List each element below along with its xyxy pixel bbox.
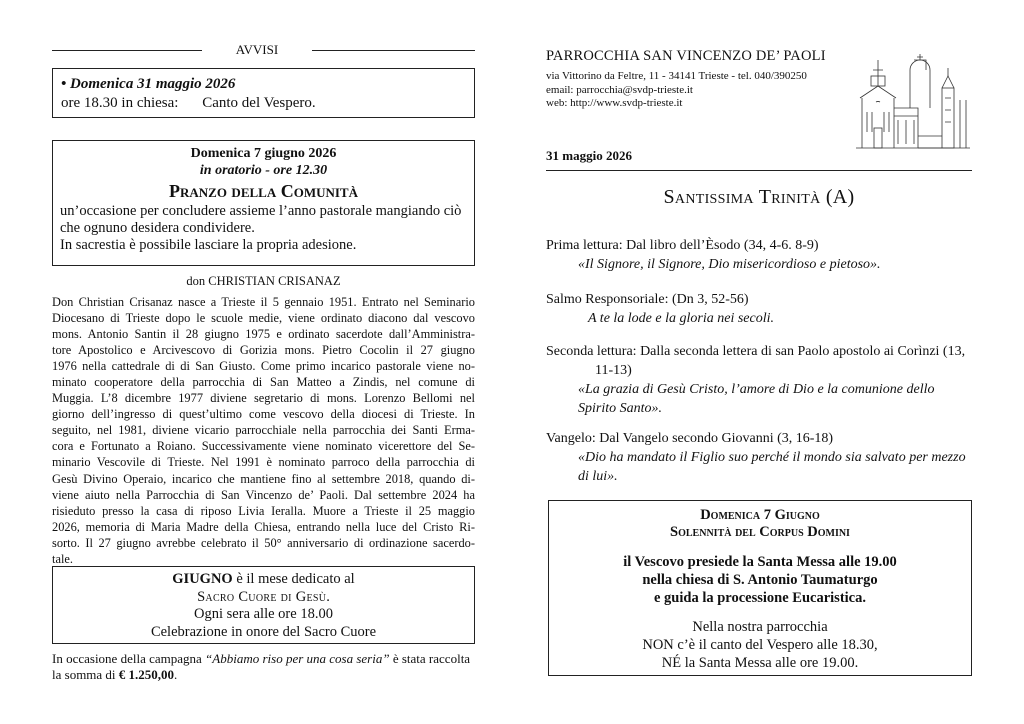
reading-first (546, 236, 976, 274)
reading-second-label2: 11-13) (595, 363, 632, 378)
campaign-amount: € 1.250,00 (118, 667, 175, 682)
parish-web: web: http://www.svdp-trieste.it (546, 97, 683, 109)
campaign-footer (52, 651, 482, 683)
campaign-line2-pre: la somma di (52, 667, 119, 682)
avvisi-rule-right (312, 50, 475, 51)
vespero-line (61, 94, 466, 113)
giugno-word: GIUGNO (172, 571, 233, 587)
corpus-note3: NÉ la Santa Messa alle ore 19.00. (661, 655, 859, 671)
reading-gospel-quote2: di lui». (578, 469, 618, 484)
giugno-line1 (59, 571, 468, 589)
reading-first-label: Prima lettura: Dal libro dell’Èsodo (34, 4-6. 8-9) (546, 238, 819, 253)
obituary-line: Muggia. L’8 dicembre 1977 diviene segretario di mons. Lorenzo Bellomi nel (52, 391, 475, 406)
obituary-line: minario Vescovile di Trieste. Nel 1991 è nominato parroco della parrocchia di (52, 455, 475, 470)
pranzo-note: In sacrestia è possibile lasciare la propria adesione. (60, 237, 357, 253)
obituary-line: Diocesano di Trieste dopo le scuole medie, viene ordinato diacono dal vescovo (52, 311, 475, 326)
giugno-rest: è il mese dedicato al (232, 571, 355, 587)
corpus-domini-box (548, 500, 972, 676)
obituary-line: seguito, nel 1981, diviene vicario parrocchiale nella parrocchia dei Santi Erma- (52, 423, 475, 438)
obituary-line: Gesù Divino Operaio, incarico che mantiene fino al settembre 2018, quando di- (52, 471, 475, 486)
campaign-post: è stata raccolta (389, 651, 471, 666)
obituary-line: 1976 nella cattedrale di di San Giusto. Come primo incarico pastorale viene no- (52, 359, 475, 374)
feast-title: Santissima Trinità (A) (663, 186, 855, 208)
obituary-line: giorno dell’ingresso di quest’ultimo come vescovo della diocesi di Trieste. In (52, 407, 475, 422)
campaign-name: “Abbiamo riso per una cosa seria” (205, 651, 390, 666)
obituary-line: viene aiuto nella Parrocchia di San Vincenzo de’ Paoli. Dal settembre 2024 ha (52, 487, 475, 502)
corpus-note2: NON c’è il canto del Vespero alle 18.30, (642, 637, 878, 653)
vespero-date: • Domenica 31 maggio 2026 (61, 76, 236, 92)
reading-second-quote: «La grazia di Gesù Cristo, l’amore di Dio e la comunione dello (578, 382, 935, 397)
corpus-note1: Nella nostra parrocchia (692, 619, 828, 635)
corpus-title1: Domenica 7 Giugno (700, 507, 820, 523)
corpus-title2: Solennità del Corpus Domini (670, 524, 850, 540)
corpus-bold2: nella chiesa di S. Antonio Taumaturgo (642, 572, 878, 588)
reading-psalm-quote: A te la lode e la gloria nei secoli. (588, 311, 774, 326)
giugno-line4: Celebrazione in onore del Sacro Cuore (150, 623, 377, 640)
reading-second (546, 342, 976, 418)
reading-psalm (546, 290, 976, 328)
campaign-line2 (52, 667, 482, 683)
church-drawing (850, 40, 980, 155)
reading-second-label: Seconda lettura: Dalla seconda lettera di san Paolo apostolo ai Corìnzi (13, (546, 344, 966, 359)
giugno-line2-end: . (326, 588, 330, 605)
obituary-line: 2026, memoria di Maria Madre della Chiesa, entrando nella luce del Cristo Ri- (52, 519, 475, 534)
pranzo-title: Pranzo della Comunità (168, 181, 358, 201)
obituary-line: sorto. Il 27 giugno avrebbe celebrato il 50° anniversario di ordinazione sacerdo- (52, 535, 475, 550)
giugno-line2 (59, 589, 468, 607)
avvisi-rule-left (52, 50, 202, 51)
corpus-bold1: il Vescovo presiede la Santa Messa alle 19.00 (623, 554, 897, 570)
reading-gospel-label: Vangelo: Dal Vangelo secondo Giovanni (3, 16-18) (546, 431, 834, 446)
reading-psalm-label: Salmo Responsoriale: (Dn 3, 52-56) (546, 292, 749, 307)
campaign-line2-end: . (174, 667, 178, 682)
obituary-line: Don Christian Crisanaz nasce a Trieste il 5 gennaio 1951. Entrato nel Seminario (52, 295, 475, 309)
vespero-time: ore 18.30 in chiesa: (61, 95, 179, 111)
pranzo-notice-box (52, 140, 475, 266)
obituary-line: tore Apostolico e Arcivescovo di Gorizia mons. Pietro Cocolin il 27 giugno (52, 343, 475, 358)
campaign-line1 (52, 651, 482, 667)
obituary-line: cora e Fortunato a Roiano. Successivamente viene nominato vicerettore del Se- (52, 439, 475, 454)
obituary-line: tale. (52, 551, 73, 566)
obituary-text (52, 294, 475, 567)
parish-address: via Vittorino da Feltre, 11 - 34141 Trieste - tel. 040/390250 (546, 70, 807, 82)
sacro-cuore: Sacro Cuore di Gesù (197, 588, 327, 605)
avvisi-heading: AVVISI (235, 42, 279, 57)
obituary-line: minato cooperatore della parrocchia di San Matteo a Zindis, nel comune di (52, 375, 475, 390)
parish-email: email: parrocchia@svdp-trieste.it (546, 84, 693, 96)
pranzo-place-time: in oratorio - ore 12.30 (199, 162, 328, 178)
campaign-pre: In occasione della campagna (52, 651, 206, 666)
obituary-heading: don CHRISTIAN CRISANAZ (186, 274, 341, 288)
giugno-line3: Ogni sera alle ore 18.00 (194, 606, 333, 622)
obituary-line: mons. Antonio Santin il 28 giugno 1975 e ordinato sacerdote dall’Amministra- (52, 327, 475, 342)
pranzo-date: Domenica 7 giugno 2026 (190, 146, 337, 161)
reading-gospel (546, 429, 976, 486)
parish-name: PARROCCHIA SAN VINCENZO DE’ PAOLI (546, 48, 826, 64)
obituary-line: risieduto presso la casa di riposo Livia Ieralla. Muore a Trieste il 25 maggio (52, 503, 475, 518)
bulletin-date: 31 maggio 2026 (546, 148, 632, 163)
corpus-bold3: e guida la processione Eucaristica. (654, 590, 866, 606)
reading-first-quote: «Il Signore, il Signore, Dio misericordioso e pietoso». (578, 257, 881, 272)
pranzo-body: un’occasione per concludere assieme l’anno pastorale mangiando ciò che ognuno desidera condividere. (60, 203, 462, 236)
giugno-notice-box (52, 566, 475, 644)
header-rule (546, 170, 972, 171)
reading-second-quote2: Spirito Santo». (578, 401, 663, 416)
vespero-event: Canto del Vespero. (202, 95, 316, 111)
vespero-notice-box (52, 68, 475, 118)
reading-gospel-quote: «Dio ha mandato il Figlio suo perché il mondo sia salvato per mezzo (578, 450, 966, 465)
